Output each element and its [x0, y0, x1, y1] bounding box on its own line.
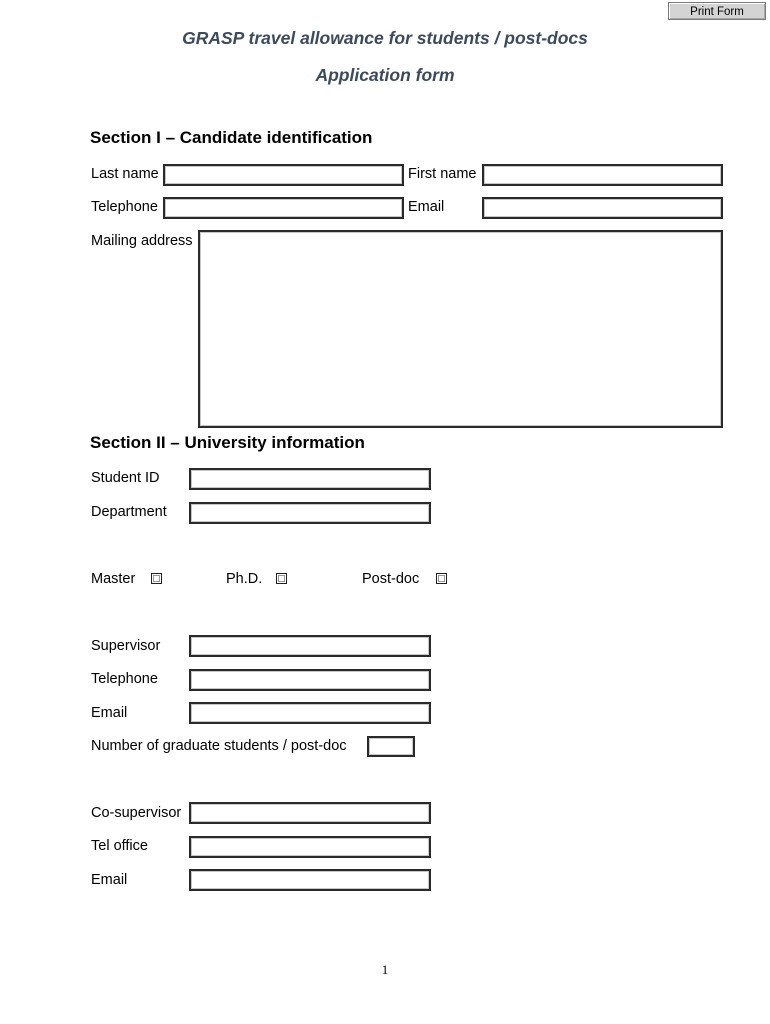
student-id-label: Student ID — [91, 470, 160, 486]
mailing-address-textarea[interactable] — [198, 230, 723, 428]
print-form-button[interactable]: Print Form — [668, 2, 766, 20]
last-name-input[interactable] — [163, 164, 404, 186]
phd-checkbox[interactable] — [276, 573, 287, 584]
form-subtitle: Application form — [315, 65, 455, 85]
section-2-heading: Section II – University information — [90, 433, 365, 452]
supervisor-telephone-input[interactable] — [189, 669, 431, 691]
department-label: Department — [91, 504, 167, 520]
postdoc-label: Post-doc — [362, 571, 420, 587]
form-title: GRASP travel allowance for students / post-docs — [182, 28, 588, 48]
tel-office-label: Tel office — [91, 838, 148, 854]
first-name-input[interactable] — [482, 164, 723, 186]
cosupervisor-email-label: Email — [91, 872, 128, 888]
telephone-input[interactable] — [163, 197, 404, 219]
cosupervisor-input[interactable] — [189, 802, 431, 824]
num-students-label: Number of graduate students / post-doc — [91, 738, 347, 754]
master-label: Master — [91, 571, 136, 587]
master-checkbox[interactable] — [151, 573, 162, 584]
supervisor-telephone-label: Telephone — [91, 671, 158, 687]
email-input[interactable] — [482, 197, 723, 219]
cosupervisor-email-input[interactable] — [189, 869, 431, 891]
first-name-label: First name — [408, 166, 477, 182]
num-students-input[interactable] — [367, 736, 415, 757]
phd-label: Ph.D. — [226, 571, 263, 587]
supervisor-email-label: Email — [91, 705, 128, 721]
mailing-address-label: Mailing address — [91, 233, 193, 249]
supervisor-input[interactable] — [189, 635, 431, 657]
telephone-label: Telephone — [91, 199, 158, 215]
cosupervisor-label: Co-supervisor — [91, 805, 182, 821]
supervisor-email-input[interactable] — [189, 702, 431, 724]
last-name-label: Last name — [91, 166, 159, 182]
email-label: Email — [408, 199, 445, 215]
supervisor-label: Supervisor — [91, 638, 161, 654]
postdoc-checkbox[interactable] — [436, 573, 447, 584]
department-input[interactable] — [189, 502, 431, 524]
tel-office-input[interactable] — [189, 836, 431, 858]
page-number: 1 — [381, 962, 389, 977]
student-id-input[interactable] — [189, 468, 431, 490]
section-1-heading: Section I – Candidate identification — [90, 128, 373, 147]
